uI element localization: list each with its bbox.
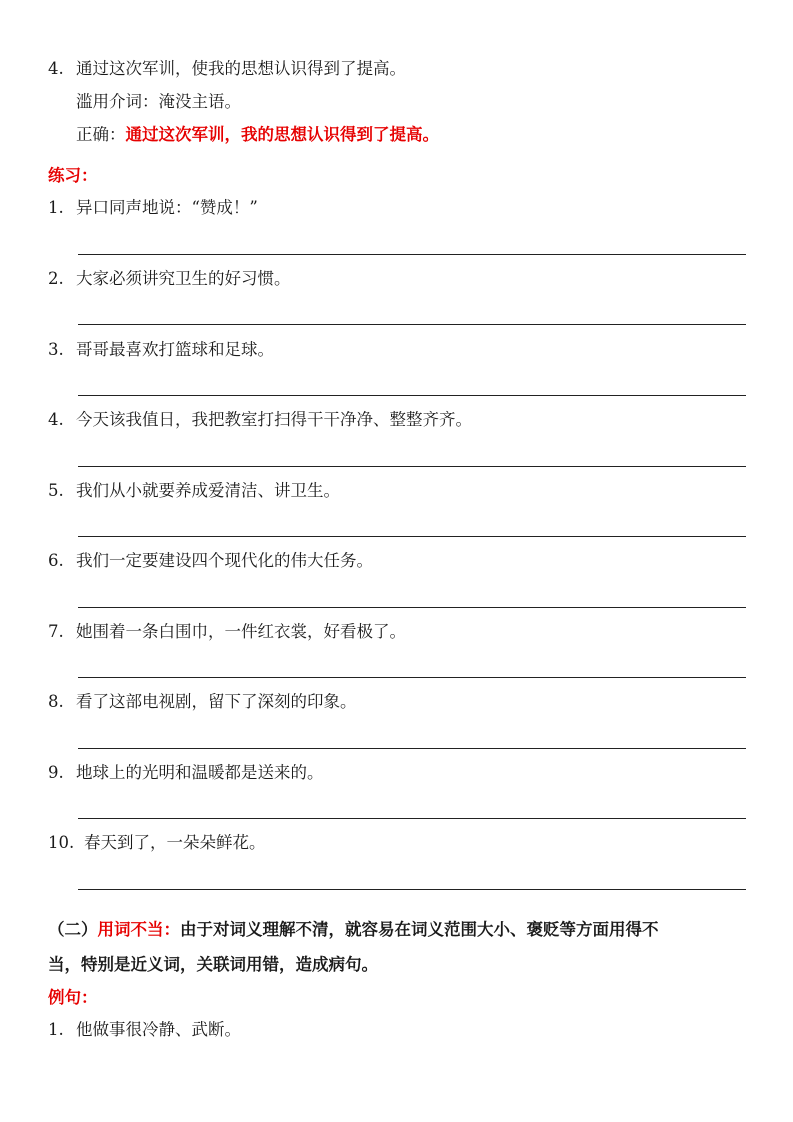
item-number: 1. bbox=[48, 1020, 64, 1039]
exercise-item bbox=[48, 835, 266, 852]
example-4-sentence bbox=[48, 61, 406, 78]
item-number: 10. bbox=[48, 833, 75, 852]
correct-label: 正确： bbox=[76, 125, 126, 144]
item-text: 地球上的光明和温暖都是送来的。 bbox=[76, 763, 324, 782]
item-text: 看了这部电视剧，留下了深刻的印象。 bbox=[76, 692, 357, 711]
exercise-item bbox=[48, 271, 291, 288]
item-number: 6. bbox=[48, 551, 64, 570]
exercise-item bbox=[48, 342, 274, 359]
exercise-item bbox=[48, 553, 373, 570]
item-number: 8. bbox=[48, 692, 64, 711]
answer-line[interactable] bbox=[78, 607, 746, 608]
section-title: 用词不当： bbox=[97, 920, 180, 939]
answer-line[interactable] bbox=[78, 748, 746, 749]
section-2-desc-continued: 当，特别是近义词，关联词用错，造成病句。 bbox=[48, 955, 378, 974]
item-number: 4. bbox=[48, 59, 64, 78]
example-4-correct bbox=[76, 127, 439, 144]
item-number: 9. bbox=[48, 763, 64, 782]
item-text: 我们从小就要养成爱清洁、讲卫生。 bbox=[76, 481, 340, 500]
answer-line[interactable] bbox=[78, 395, 746, 396]
item-text: 我们一定要建设四个现代化的伟大任务。 bbox=[76, 551, 373, 570]
exercise-item bbox=[48, 200, 258, 217]
section-prefix: （二） bbox=[48, 920, 98, 939]
item-text: 大家必须讲究卫生的好习惯。 bbox=[76, 269, 291, 288]
item-text: 她围着一条白围巾，一件红衣裳，好看极了。 bbox=[76, 622, 406, 641]
item-text: 异口同声地说：“赞成！” bbox=[76, 198, 258, 217]
item-text: 通过这次军训，使我的思想认识得到了提高。 bbox=[76, 59, 406, 78]
section-2-heading bbox=[48, 922, 659, 939]
answer-line[interactable] bbox=[78, 536, 746, 537]
item-text: 他做事很冷静、武断。 bbox=[76, 1020, 241, 1039]
item-number: 2. bbox=[48, 269, 64, 288]
item-text: 春天到了，一朵朵鲜花。 bbox=[84, 833, 266, 852]
answer-line[interactable] bbox=[78, 324, 746, 325]
item-number: 1. bbox=[48, 198, 64, 217]
exercise-item bbox=[48, 624, 406, 641]
answer-line[interactable] bbox=[78, 677, 746, 678]
exercise-item bbox=[48, 483, 340, 500]
exercise-title: 练习： bbox=[48, 166, 98, 185]
item-text: 哥哥最喜欢打篮球和足球。 bbox=[76, 340, 274, 359]
example-4-analysis: 滥用介词：淹没主语。 bbox=[76, 92, 241, 111]
exercise-item bbox=[48, 694, 357, 711]
correct-text: 通过这次军训，我的思想认识得到了提高。 bbox=[125, 125, 439, 144]
item-number: 4. bbox=[48, 410, 64, 429]
exercise-item bbox=[48, 412, 472, 429]
answer-line[interactable] bbox=[78, 254, 746, 255]
exercise-item bbox=[48, 765, 324, 782]
item-text: 今天该我值日，我把教室打扫得干干净净、整整齐齐。 bbox=[76, 410, 472, 429]
answer-line[interactable] bbox=[78, 818, 746, 819]
item-number: 5. bbox=[48, 481, 64, 500]
example-item bbox=[48, 1022, 241, 1039]
item-number: 7. bbox=[48, 622, 64, 641]
item-number: 3. bbox=[48, 340, 64, 359]
answer-line[interactable] bbox=[78, 466, 746, 467]
example-title: 例句： bbox=[48, 988, 98, 1007]
answer-line[interactable] bbox=[78, 889, 746, 890]
section-desc: 由于对词义理解不清，就容易在词义范围大小、褒贬等方面用得不 bbox=[180, 920, 659, 939]
